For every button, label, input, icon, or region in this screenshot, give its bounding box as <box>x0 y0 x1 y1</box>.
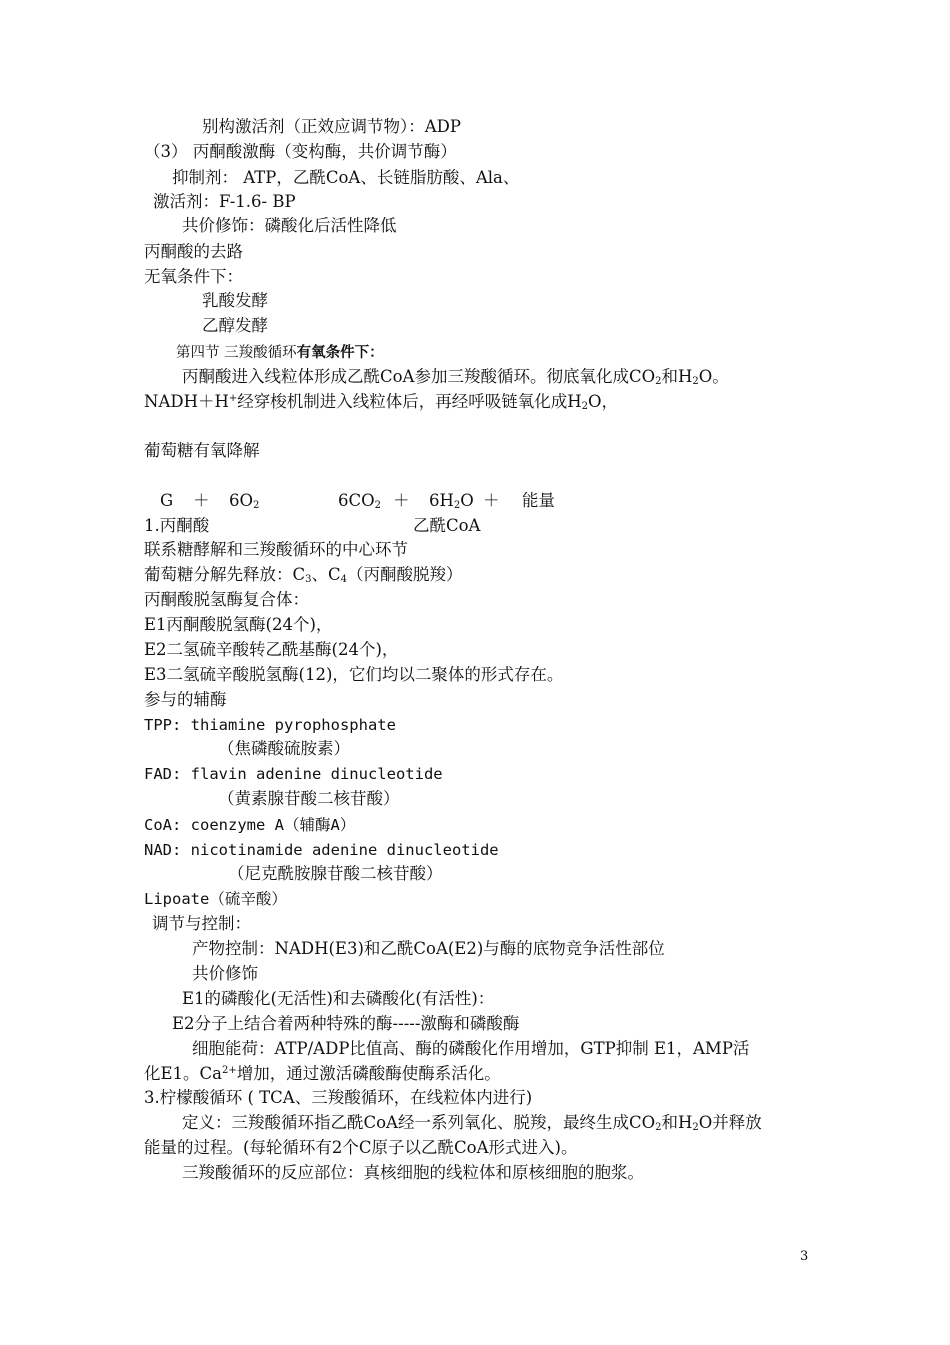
text-run: 和H <box>661 1113 693 1132</box>
text-line: 细胞能荷：ATP/ADP比值高、酶的磷酸化作用增加，GTP抑制 E1，AMP活 <box>192 1039 750 1058</box>
text-line: TPP: thiamine pyrophosphate <box>144 716 396 734</box>
text-line: 无氧条件下： <box>144 267 243 286</box>
text-line: E1丙酮酸脱氢酶(24个)， <box>144 615 333 634</box>
equation-term: G <box>160 491 174 510</box>
section-title-line <box>176 342 384 363</box>
text-run: （丙酮酸脱羧） <box>347 565 463 584</box>
text-line: E1的磷酸化(无活性)和去磷酸化(有活性)： <box>182 989 495 1008</box>
text-line: 共价修饰 <box>192 964 258 983</box>
text-line: 3.柠檬酸循环 ( TCA、三羧酸循环，在线粒体内进行) <box>144 1088 533 1107</box>
text-run: O。 <box>698 367 729 386</box>
equation-line <box>483 491 500 511</box>
text-line <box>144 392 618 412</box>
subscript: 2 <box>253 500 260 511</box>
superscript: 2+ <box>222 1065 237 1076</box>
text-line <box>144 565 463 585</box>
text-line: 联系糖酵解和三羧酸循环的中心环节 <box>144 540 408 559</box>
equation-term: ＋ <box>483 491 500 510</box>
text-line: 别构激活剂（正效应调节物）：ADP <box>202 117 461 136</box>
text-line: （3） 丙酮酸激酶（变构酶，共价调节酶） <box>144 142 457 161</box>
equation-term: 6CO <box>338 491 375 510</box>
equation-term: O <box>460 491 474 510</box>
text-line: （焦磷酸硫胺素） <box>218 739 350 758</box>
subscript: 2 <box>692 376 699 387</box>
text-line: FAD: flavin adenine dinucleotide <box>144 765 443 783</box>
text-run: 和H <box>661 367 693 386</box>
equation-term: 能量 <box>522 491 555 510</box>
text-line: 共价修饰：磷酸化后活性降低 <box>182 216 397 235</box>
equation-term: 6O <box>229 491 254 510</box>
text-run: 定义：三羧酸循环指乙酰CoA经一系列氧化、脱羧，最终生成CO <box>182 1113 656 1132</box>
text-run: 增加，通过激活磷酸酶使酶系活化。 <box>236 1064 501 1083</box>
subscript: 2 <box>655 376 662 387</box>
heading-line: 葡萄糖有氧降解 <box>144 441 260 460</box>
page-number: 3 <box>800 1249 809 1264</box>
text-line: E2分子上结合着两种特殊的酶-----激酶和磷酸酶 <box>172 1014 520 1033</box>
text-run: O， <box>588 392 619 411</box>
equation-line <box>338 491 381 511</box>
text-run: O并释放 <box>698 1113 762 1132</box>
text-run: NADH＋H <box>144 392 229 411</box>
text-line: NAD: nicotinamide adenine dinucleotide <box>144 841 499 859</box>
subscript: 2 <box>692 1122 699 1133</box>
text-line: 调节与控制： <box>152 914 251 933</box>
text-run: 丙酮酸进入线粒体形成乙酰CoA参加三羧酸循环。彻底氧化成CO <box>182 367 656 386</box>
equation-line <box>193 491 210 511</box>
text-line: 激活剂：F-1.6- BP <box>153 192 296 211</box>
text-line: 1.丙酮酸 <box>144 516 210 535</box>
text-line: CoA: coenzyme A（辅酶A） <box>144 816 356 834</box>
text-line: （黄素腺苷酸二核苷酸） <box>218 789 400 808</box>
subscript: 2 <box>581 401 589 412</box>
text-line <box>182 1113 762 1133</box>
equation-term: ＋ <box>393 491 410 510</box>
text-run: 化E1。Ca <box>144 1064 223 1083</box>
text-line: 三羧酸循环的反应部位：真核细胞的线粒体和原核细胞的胞浆。 <box>182 1163 644 1182</box>
section-subtitle: 有氧条件下： <box>296 344 384 361</box>
equation-line <box>522 491 555 511</box>
text-line: 参与的辅酶 <box>144 690 227 709</box>
equation-line <box>393 491 410 511</box>
equation-term: ＋ <box>193 491 210 510</box>
text-run: 、C <box>311 565 341 584</box>
equation-line <box>429 491 474 511</box>
subscript: 2 <box>453 500 461 511</box>
equation-line <box>160 491 173 511</box>
text-line: 乳酸发酵 <box>202 291 268 310</box>
text-run: 葡萄糖分解先释放：C <box>144 565 306 584</box>
text-line: 丙酮酸脱氢酶复合体： <box>144 590 309 609</box>
subscript: 2 <box>374 500 382 511</box>
subscript: 2 <box>655 1122 662 1133</box>
superscript: + <box>228 393 238 404</box>
text-run: 经穿梭机制进入线粒体后，再经呼吸链氧化成H <box>237 392 582 411</box>
equation-term: 6H <box>429 491 454 510</box>
text-line: （尼克酰胺腺苷酸二核苷酸） <box>228 864 443 883</box>
text-line: Lipoate（硫辛酸） <box>144 890 287 908</box>
text-line: E2二氢硫辛酸转乙酰基酶(24个)， <box>144 640 399 659</box>
text-line: 乙酰CoA <box>413 516 481 535</box>
text-line <box>182 367 729 387</box>
text-line: 乙醇发酵 <box>202 316 268 335</box>
text-line: E3二氢硫辛酸脱氢酶(12)，它们均以二聚体的形式存在。 <box>144 665 564 684</box>
equation-line <box>229 491 259 511</box>
text-line: 产物控制：NADH(E3)和乙酰CoA(E2)与酶的底物竞争活性部位 <box>192 939 665 958</box>
subscript: 3 <box>305 574 312 585</box>
heading-line: 丙酮酸的去路 <box>144 242 243 261</box>
text-line <box>144 1064 501 1084</box>
text-line: 能量的过程。(每轮循环有2个C原子以乙酰CoA形式进入)。 <box>144 1138 578 1157</box>
section-title: 第四节 三羧酸循环 <box>176 345 297 361</box>
subscript: 4 <box>340 574 347 585</box>
text-line: 抑制剂： ATP，乙酰CoA、长链脂肪酸、Ala、 <box>172 168 520 187</box>
